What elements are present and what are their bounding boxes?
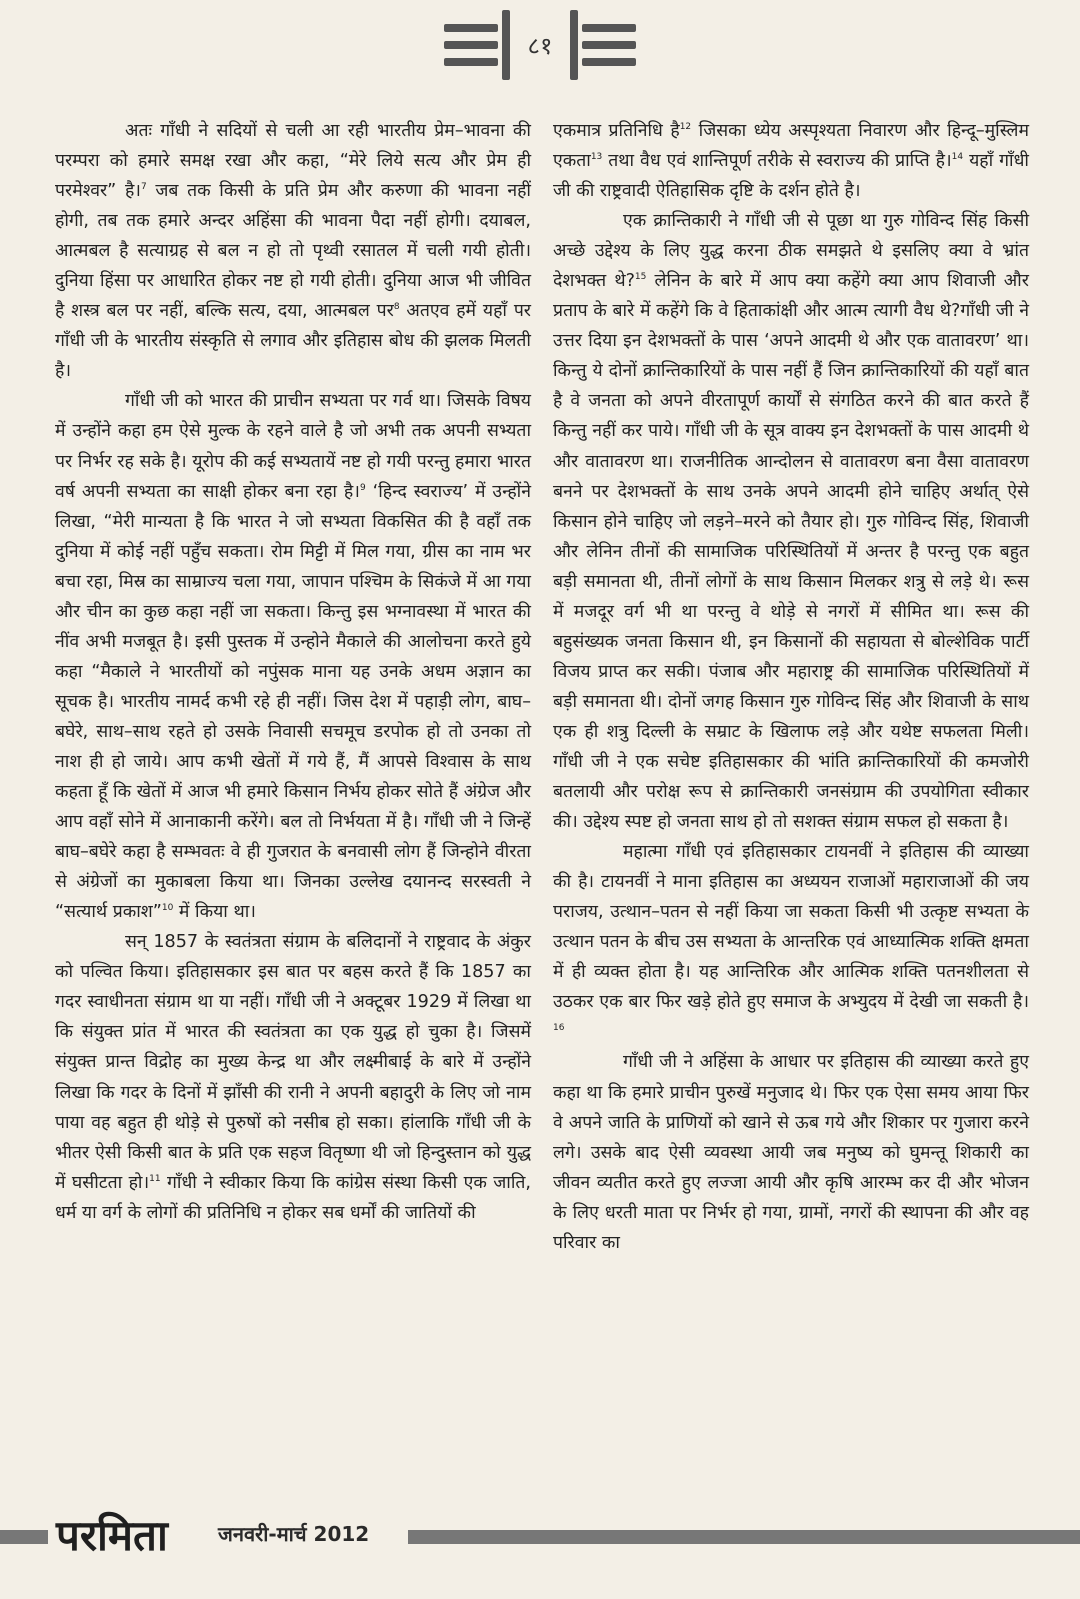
paragraph-text: यहाँ गाँधी जी की राष्ट्रवादी ऐतिहासिक दृष्टि के दर्शन होते है।	[553, 151, 1029, 202]
page-number-ornament	[444, 10, 637, 80]
paragraph-text: लेनिन के बारे में आप क्या कहेंगे क्या आप शिवाजी और प्रताप के बारे में कहेंगे कि वे हिताकांक्षी और आत्म त्यागी वैध थे?गाँधी जी ने उत्तर दिया इन देशभक्तों के पास ‘अपने आदमी थे और एक वातावरण’ था। किन्तु ये दोनों क्रान्तिकारियों के पास नहीं हैं जिन क्रान्तिकारियों की यहाँ बात है वे जनता को अपने वीरतापूर्ण कार्यों से संगठित करने की बात करते हैं किन्तु नहीं कर पाये। गाँधी जी के सूत्र वाक्य इन देशभक्तों के पास आदमी थे और वातावरण था। राजनीतिक आन्दोलन से वातावरण बना वैसा वातावरण बनने पर देशभक्तों के साथ उनके अपने आदमी होने चाहिए अर्थात् ऐसे किसान होने चाहिए जो लड़ने–मरने को तैयार हो। गुरु गोविन्द सिंह, शिवाजी और लेनिन तीनों की सामाजिक परिस्थितियों में अन्तर है परन्तु एक बहुत बड़ी समानता थी, तीनों लोगों के साथ किसान मिलकर शत्रु से लड़े थे। रूस में मजदूर वर्ग भी था परन्तु वे थोड़े से नगरों में सीमित था। रूस की बहुसंख्यक जनता किसान थी, इन किसानों की सहायता से बोल्शेविक पार्टी विजय प्राप्त कर सकी। पंजाब और महाराष्ट्र की सामाजिक परिस्थितियों में बड़ी समानता थी। दोनों जगह किसान गुरु गोविन्द सिंह और शिवाजी के साथ एक ही शत्रु दिल्ली के सम्राट के खिलाफ लड़े और यथेष्ट सफलता मिली। गाँधी जी ने एक सचेष्ट इतिहासकार की भांति क्रान्तिकारियों की कमजोरी बतलायी और परोक्ष रूप से क्रान्तिकारी जनसंग्राम की उपयोगिता स्वीकार की। उद्देश्य स्पष्ट हो जनता साथ हो तो सशक्त संग्राम सफल हो सकता है।	[553, 271, 1029, 833]
magazine-logo: परमिता	[56, 1511, 168, 1560]
footnote-ref: 12	[679, 122, 692, 133]
page-number: ८१	[527, 31, 553, 60]
paragraph-text: में किया था।	[173, 902, 256, 923]
left-bracket-icon	[444, 10, 510, 80]
right-text-column	[553, 116, 1029, 1258]
footnote-ref: 10	[161, 903, 174, 914]
paragraph-text: जिसका ध्येय अस्पृश्यता निवारण और हिन्दू–मुस्लिम एकता	[553, 121, 1029, 172]
footnote-ref: 15	[634, 272, 647, 283]
page-header	[0, 0, 1080, 90]
paragraph-text: तथा वैध एवं शान्तिपूर्ण तरीके से स्वराज्य की प्राप्ति है।	[602, 151, 952, 172]
right-bracket-icon	[570, 10, 636, 80]
paragraph-text: गाँधी जी ने अहिंसा के आधार पर इतिहास की व्याख्या करते हुए कहा था कि हमारे प्राचीन पुरुखें मनुजाद थे। फिर एक ऐसा समय आया फिर वे अपने जाति के प्राणियों को खाने से ऊब गये और शिकार पर गुजारा करने लगे। उसके बाद ऐसी व्यवस्था आयी जब मनुष्य को घुमन्तू शिकारी का जीवन व्यतीत करते हुए लज्जा आयी और कृषि आरम्भ कर दी और भोजन के लिए धरती माता पर निर्भर हो गया, ग्रामों, नगरों की स्थापना की और वह परिवार का	[553, 1052, 1029, 1253]
paragraph-text: एकमात्र प्रतिनिधि है	[553, 121, 680, 141]
issue-date: जनवरी-मार्च 2012	[218, 1522, 370, 1546]
paragraph-text: गाँधी ने स्वीकार किया कि कांग्रेस संस्था किसी एक जाति, धर्म या वर्ग के लोगों की प्रतिनिधि न होकर सब धर्मों की जातियों की	[55, 1172, 531, 1223]
paragraph-text: अतः गाँधी ने सदियों से चली आ रही भारतीय प्रेम–भावना की परम्परा को हमारे समक्ष रखा और कहा, “मेरे लिये सत्य और प्रेम ही परमेश्वर” है।	[55, 121, 531, 202]
paragraph-text: एक क्रान्तिकारी ने गाँधी जी से पूछा था गुरु गोविन्द सिंह किसी अच्छे उद्देश्य के लिए युद्ध करना ठीक समझते थे इसलिए क्या वे भ्रांत देशभक्त थे?	[553, 211, 1029, 292]
left-text-column	[55, 116, 531, 1228]
footnote-ref: 14	[951, 152, 964, 163]
footnote-ref: 8	[393, 302, 400, 313]
paragraph-text: अतएव हमें यहाँ पर गाँधी जी के भारतीय संस्कृति से लगाव और इतिहास बोध की झलक मिलती है।	[55, 301, 532, 382]
page-footer	[0, 1506, 1080, 1576]
paragraph	[553, 206, 1029, 837]
footnote-ref: 11	[149, 1173, 161, 1184]
paragraph	[553, 837, 1029, 1047]
footer-rule-left	[0, 1530, 48, 1544]
paragraph	[55, 927, 531, 1227]
paragraph-text: गाँधी जी को भारत की प्राचीन सभ्यता पर गर्व था। जिसके विषय में उन्होंने कहा हम ऐसे मुल्क के रहने वाले है जो अभी तक अपनी सभ्यता पर निर्भर रह सके है। यूरोप की कई सभ्यतायें नष्ट हो गयी परन्तु हमारा भारत वर्ष अपनी सभ्यता का साक्षी होकर बना रहा है।	[55, 391, 531, 502]
paragraph-text: जब तक किसी के प्रति प्रेम और करुणा की भावना नहीं होगी, तब तक हमारे अन्दर अहिंसा की भावना पैदा नहीं होगी। दयाबल, आत्मबल है सत्याग्रह से बल न हो तो पृथ्वी रसातल में चली गयी होती। दुनिया हिंसा पर आधारित होकर नष्ट हो गयी होती। दुनिया आज भी जीवित है शस्त्र बल पर नहीं, बल्कि सत्य, दया, आत्मबल पर	[55, 181, 531, 322]
footnote-ref: 9	[359, 482, 366, 493]
footnote-ref: 16	[553, 1023, 565, 1034]
paragraph	[553, 116, 1029, 206]
paragraph	[55, 116, 531, 386]
paragraph	[553, 1047, 1029, 1257]
footnote-ref: 13	[590, 152, 603, 163]
paragraph-text: महात्मा गाँधी एवं इतिहासकार टायनवीं ने इतिहास की व्याख्या की है। टायनवीं ने माना इतिहास का अध्ययन राजाओं महाराजाओं की जय पराजय, उत्थान–पतन से नहीं किया जा सकता किसी भी उत्कृष्ट सभ्यता के उत्थान पतन के बीच उस सभ्यता के आन्तरिक एवं आध्यात्मिक शक्ति क्षमता में ही व्यक्त होता है। यह आन्तिरिक और आत्मिक शक्ति पतनशीलता से उठकर एक बार फिर खड़े होते हुए समाज के अभ्युदय में देखी जा सकती है।	[553, 842, 1029, 1013]
paragraph	[55, 386, 531, 927]
paragraph-text: ‘हिन्द स्वराज्य’ में उन्होंने लिखा, “मेरी मान्यता है कि भारत ने जो सभ्यता विकसित की है वहाँ तक दुनिया में कोई नहीं पहुँच सकता। रोम मिट्टी में मिल गया, ग्रीस का नाम भर बचा रहा, मिस्र का साम्राज्य चला गया, जापान पश्चिम के सिकंजे में आ गया और चीन का कुछ कहा नहीं जा सकता। किन्तु इस भग्नावस्था में भारत की नींव अभी मजबूत है। इसी पुस्तक में उन्होने मैकाले की आलोचना करते हुये कहा “मैकाले ने भारतीयों को नपुंसक माना यह उनके अधम अज्ञान का सूचक है। भारतीय नामर्द कभी रहे ही नहीं। जिस देश में पहाड़ी लोग, बाघ–बघेरे, साथ–साथ रहते हो उसके निवासी सचमूच डरपोक हो तो उनका तो नाश ही हो जाये। आप कभी खेतों में गये हैं, मैं आपसे विश्वास के साथ कहता हूँ कि खेतों में आज भी हमारे किसान निर्भय होकर सोते हैं अंग्रेज और आप वहाँ सोने में आनाकानी करेंगे। बल तो निर्भयता में है। गाँधी जी ने जिन्हें बाघ–बघेरे कहा है सम्भवतः वे ही गुजरात के बनवासी लोग हैं जिन्होने वीरता से अंग्रेजों का मुकाबला किया था। जिनका उल्लेख दयानन्द सरस्वती ने “सत्यार्थ प्रकाश”	[55, 481, 531, 923]
footnote-ref: 7	[140, 182, 147, 193]
paragraph-text: सन् 1857 के स्वतंत्रता संग्राम के बलिदानों ने राष्ट्रवाद के अंकुर को पल्वित किया। इतिहासकार इस बात पर बहस करते हैं कि 1857 का गदर स्वाधीनता संग्राम था या नहीं। गाँधी जी ने अक्टूबर 1929 में लिखा था कि संयुक्त प्रांत में भारत की स्वतंत्रता का एक युद्ध हो चुका है। जिसमें संयुक्त प्रान्त विद्रोह का मुख्य केन्द्र था और लक्ष्मीबाई के बारे में उन्होंने लिखा कि गदर के दिनों में झाँसी की रानी ने अपनी बहादुरी के लिए जो नाम पाया वह बहुत ही थोड़े से पुरुषों को नसीब हो सका। हांलाकि गाँधी जी के भीतर ऐसी किसी बात के प्रति एक सहज वितृष्णा थी जो हिन्दुस्तान को युद्ध में घसीटता हो।	[55, 932, 531, 1193]
footer-rule-right	[408, 1530, 1080, 1544]
